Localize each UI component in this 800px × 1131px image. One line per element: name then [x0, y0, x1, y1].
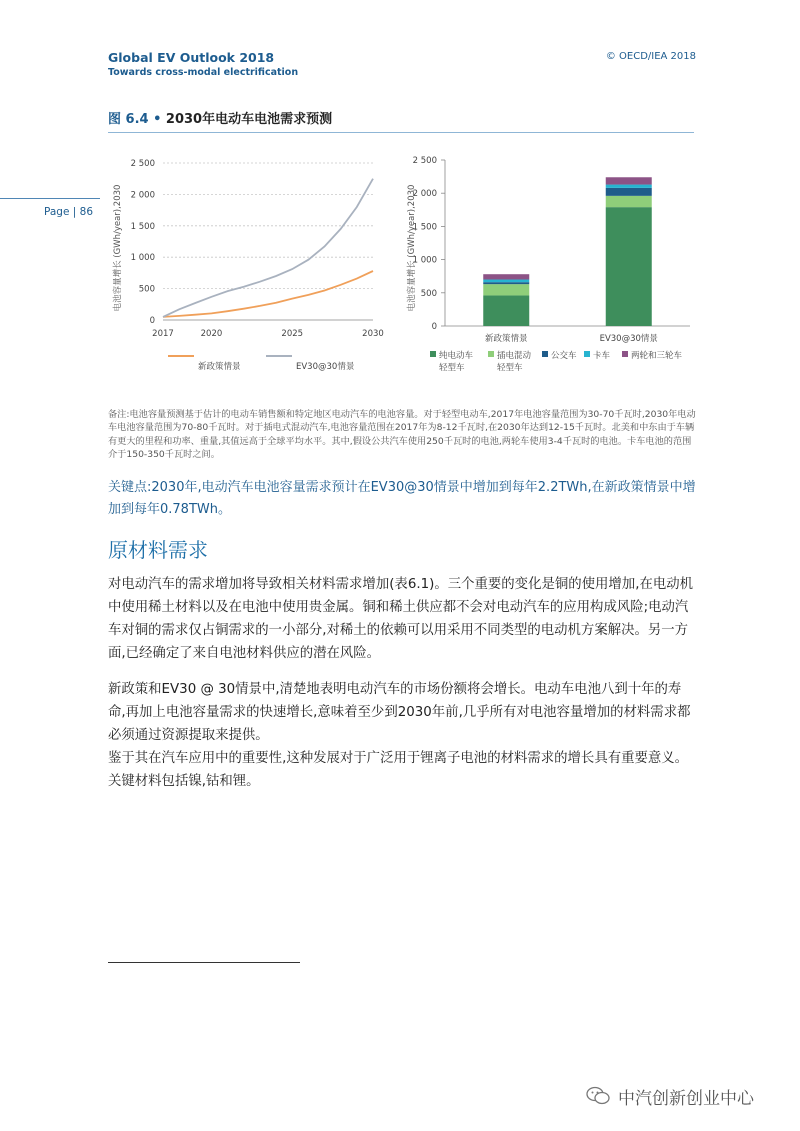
- bar-chart-x-tick: EV30@30情景: [599, 334, 658, 344]
- figure-rule: [108, 132, 694, 133]
- bar-chart-bars: [483, 177, 652, 326]
- bar-chart-axes: [441, 160, 690, 326]
- bar-segment-2: [483, 284, 529, 295]
- line-chart-x-ticks: [152, 329, 384, 339]
- bar-segment-3: [483, 282, 529, 284]
- figure-note: 备注:电池容量预测基于估计的电动车销售额和特定地区电动汽车的电池容量。对于轻型电动车,2017年电池容量范围为30-70千瓦时,2030年电动车电池容量范围为70-80千瓦时。对于插电式混动汽车,电池容量范围在2017年为8-12千瓦时,在2030年达到12-15千瓦时。北美和中东由于车辆有更大的里程和功率、重量,其值远高于全球平均水平。其中,假设公共汽车使用250千瓦时的电池,两轮车使用3-4千瓦时的电池。卡车电池的范围介于150-350千瓦时之间。: [108, 409, 696, 461]
- line-chart: [108, 148, 388, 388]
- bar-segment-1: [483, 295, 529, 326]
- line-chart-x-tick: 2017: [152, 329, 174, 339]
- bar-chart-legend-label: 插电混动轻型车: [497, 351, 532, 373]
- paragraph-1: 对电动汽车的需求增加将导致相关材料需求增加(表6.1)。三个重要的变化是铜的使用增加,在电动机中使用稀土材料以及在电池中使用贵金属。铜和稀土供应都不会对电动汽车的应用构成风险;电动汽车对铜的需求仅占铜需求的一小部分,对稀土的依赖可以用采用不同类型的电动机方案解决。另一方面,已经确定了来自电池材料供应的潜在风险。: [108, 577, 694, 661]
- bar-segment-5: [483, 274, 529, 279]
- bar-segment-5: [606, 177, 652, 184]
- line-chart-series: [163, 179, 373, 317]
- report-subtitle: Towards cross-modal electrification: [108, 67, 299, 78]
- bar-chart: [400, 148, 700, 388]
- section-heading: 原材料需求: [108, 538, 208, 562]
- bar-chart-legend-swatch: [430, 351, 436, 357]
- bar-chart-y-tick: 0: [431, 322, 437, 332]
- line-chart-y-tick: 2 000: [130, 190, 155, 201]
- report-title: Global EV Outlook 2018: [108, 50, 275, 65]
- bar-chart-y-tick: 2 000: [412, 189, 437, 200]
- page-number: Page | 86: [44, 206, 93, 218]
- bar-chart-legend-swatch: [622, 351, 628, 357]
- line-chart-y-tick: 500: [138, 284, 155, 295]
- bar-chart-y-tick: 1 000: [412, 255, 437, 266]
- bar-chart-y-tick: 2 500: [412, 156, 437, 166]
- figure-caption: 2030年电动车电池需求预测: [165, 112, 333, 127]
- line-chart-y-tick: 2 500: [130, 159, 155, 169]
- bar-chart-legend-swatch: [584, 351, 590, 357]
- line-chart-y-tick: 0: [149, 316, 155, 326]
- bar-chart-legend-swatch: [542, 351, 548, 357]
- line-chart-x-tick: 2020: [200, 329, 223, 339]
- line-chart-legend: [168, 356, 355, 372]
- paragraph-3: 鉴于其在汽车应用中的重要性,这种发展对于广泛用于锂离子电池的材料需求的增长具有重要意义。关键材料包括镍,钴和锂。: [108, 751, 689, 789]
- line-chart-series-1: [163, 271, 373, 317]
- line-chart-y-tick: 1 500: [130, 221, 155, 232]
- watermark: [592, 1084, 754, 1109]
- watermark-text: 中汽创新创业中心: [618, 1089, 754, 1109]
- bar-segment-2: [606, 196, 652, 207]
- bar-chart-legend-label: 纯电动车轻型车: [439, 351, 474, 373]
- footnote-rule: [108, 962, 300, 963]
- bar-chart-y-axis-label: 电池容量增长 (GWh/year),2030: [407, 184, 417, 312]
- line-chart-x-tick: 2025: [281, 329, 304, 339]
- line-chart-legend-label: EV30@30情景: [296, 362, 355, 372]
- bar-chart-legend-swatch: [488, 351, 494, 357]
- bar-segment-3: [606, 188, 652, 196]
- key-point: 关键点:2030年,电动汽车电池容量需求预计在EV30@30情景中增加到每年2.2TWh,在新政策情景中增加到每年0.78TWh。: [108, 480, 696, 517]
- line-chart-y-ticks: [131, 159, 155, 326]
- line-chart-x-tick: 2030: [362, 329, 384, 339]
- line-chart-legend-label: 新政策情景: [198, 362, 241, 372]
- paragraph-2: 新政策和EV30 @ 30情景中,清楚地表明电动汽车的市场份额将会增长。电动车电池八到十年的寿命,再加上电池容量需求的快速增长,意味着至少到2030年前,几乎所有对电池容量增加的材料需求都必须通过资源提取来提供。: [108, 682, 691, 743]
- bar-chart-legend-label: 卡车: [593, 351, 611, 361]
- bar-segment-4: [606, 185, 652, 188]
- line-chart-series-2: [163, 179, 373, 317]
- bar-chart-y-tick: 1 500: [412, 222, 437, 233]
- copyright: © OECD/IEA 2018: [605, 51, 696, 62]
- line-chart-grid: [163, 163, 373, 320]
- bar-chart-legend: [430, 350, 683, 373]
- figure-title: [108, 108, 332, 127]
- bar-chart-y-tick: 500: [420, 288, 437, 299]
- bar-chart-legend-label: 两轮和三轮车: [631, 351, 683, 361]
- figure-number: 图 6.4 •: [108, 112, 162, 127]
- bar-chart-legend-label: 公交车: [551, 351, 577, 361]
- bar-chart-x-tick: 新政策情景: [484, 334, 528, 344]
- line-chart-y-tick: 1 000: [130, 253, 155, 264]
- bar-chart-x-ticks: [485, 333, 658, 344]
- line-chart-y-axis-label: 电池容量增长 (GWh/year),2030: [113, 184, 123, 312]
- bar-segment-1: [606, 207, 652, 326]
- page-divider: [0, 198, 100, 199]
- bar-segment-4: [483, 280, 529, 283]
